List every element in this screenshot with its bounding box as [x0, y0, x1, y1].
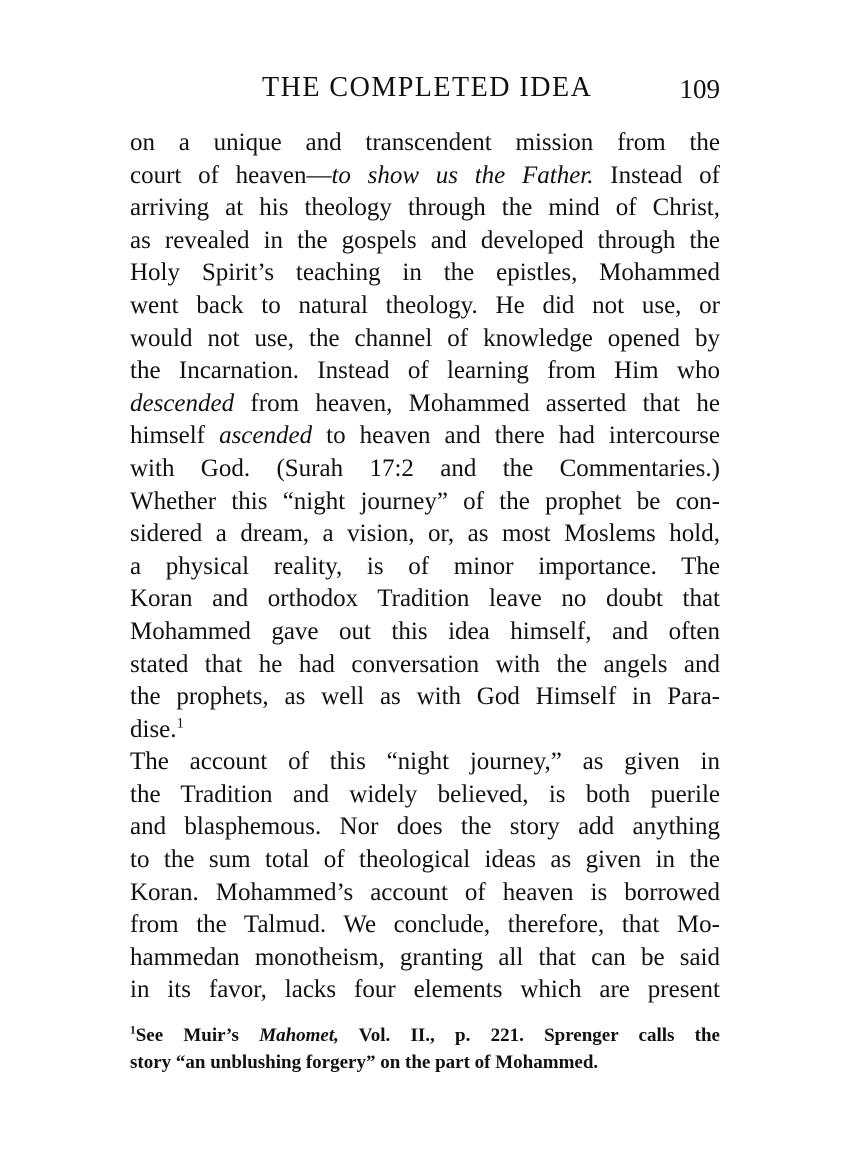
text-line	[130, 877, 720, 910]
text-line	[130, 714, 720, 747]
text-run: went back to natural theology. He did not use, or	[130, 291, 720, 319]
footnote-line	[130, 1049, 720, 1076]
text-line	[130, 420, 720, 453]
text-line	[130, 942, 720, 975]
text-run: Mohammed gave out this idea himself, and often	[130, 617, 720, 645]
text-line	[130, 746, 720, 779]
text-line	[130, 779, 720, 812]
text-run: hammedan monotheism, granting all that can be said	[130, 943, 720, 971]
chapter-title: THE COMPLETED IDEA	[262, 72, 593, 103]
text-line	[130, 844, 720, 877]
text-run: dise.	[130, 715, 177, 743]
italic-text: Mahomet,	[259, 1025, 339, 1046]
text-run: Instead of	[593, 161, 720, 189]
text-line	[130, 388, 720, 421]
text-run: to heaven and there had intercourse	[312, 422, 720, 450]
text-run: from the Talmud. We conclude, therefore, that Mo-	[130, 911, 720, 939]
text-run: and blasphemous. Nor does the story add anything	[130, 813, 720, 841]
text-run: Whether this “night journey” of the prophet be con-	[130, 487, 720, 515]
text-line	[130, 616, 720, 649]
text-line	[130, 290, 720, 323]
footnote-line	[130, 1022, 720, 1049]
text-run: Koran and orthodox Tradition leave no doubt that	[130, 585, 720, 613]
running-head	[130, 72, 720, 112]
text-line	[130, 323, 720, 356]
text-run: sidered a dream, a vision, or, as most Moslems hold,	[130, 520, 720, 548]
text-run: with God. (Surah 17:2 and the Commentaries.)	[130, 454, 720, 482]
text-line	[130, 909, 720, 942]
text-line	[130, 681, 720, 714]
footnote	[130, 1022, 720, 1076]
page-number: 109	[679, 74, 720, 104]
text-line	[130, 160, 720, 193]
text-line	[130, 257, 720, 290]
text-run: court of heaven—	[130, 161, 332, 189]
text-run: a physical reality, is of minor importance. The	[130, 552, 720, 580]
footnote-marker: 1	[176, 715, 185, 732]
italic-text: descended	[130, 389, 235, 417]
text-run: from heaven, Mohammed asserted that he	[234, 389, 720, 417]
text-line	[130, 355, 720, 388]
text-run: Koran. Mohammed’s account of heaven is borrowed	[130, 878, 720, 906]
text-run: himself	[130, 422, 220, 450]
text-run: to the sum total of theological ideas as given in the	[130, 846, 720, 874]
text-run: story “an unblushing forgery” on the part of Mohammed.	[130, 1052, 599, 1073]
text-line	[130, 127, 720, 160]
text-line	[130, 518, 720, 551]
text-line	[130, 486, 720, 519]
text-run: the Incarnation. Instead of learning from Him who	[130, 357, 720, 385]
text-line	[130, 649, 720, 682]
text-line	[130, 453, 720, 486]
text-run: Vol. II., p. 221. Sprenger calls the	[338, 1025, 720, 1046]
text-run: the Tradition and widely believed, is both puerile	[130, 780, 720, 808]
text-run: would not use, the channel of knowledge opened by	[130, 324, 720, 352]
italic-text: to show us the Father.	[331, 161, 594, 189]
text-run: See Muir’s	[135, 1025, 260, 1046]
italic-text: ascended	[219, 422, 313, 450]
text-run: as revealed in the gospels and developed through the	[130, 226, 720, 254]
text-line	[130, 551, 720, 584]
text-run: Holy Spirit’s teaching in the epistles, Mohammed	[130, 259, 720, 287]
text-line	[130, 583, 720, 616]
text-line	[130, 811, 720, 844]
text-line	[130, 192, 720, 225]
text-line	[130, 225, 720, 258]
footnote-marker: 1	[130, 1024, 136, 1037]
body-text	[130, 127, 720, 1007]
text-line	[130, 974, 720, 1007]
text-run: The account of this “night journey,” as given in	[130, 748, 720, 776]
text-run: on a unique and transcendent mission from the	[130, 129, 720, 156]
text-run: stated that he had conversation with the angels and	[130, 650, 720, 678]
text-run: in its favor, lacks four elements which are present	[130, 976, 720, 1004]
text-run: the prophets, as well as with God Himself in Para-	[130, 683, 720, 711]
text-run: arriving at his theology through the mind of Christ,	[130, 194, 720, 222]
